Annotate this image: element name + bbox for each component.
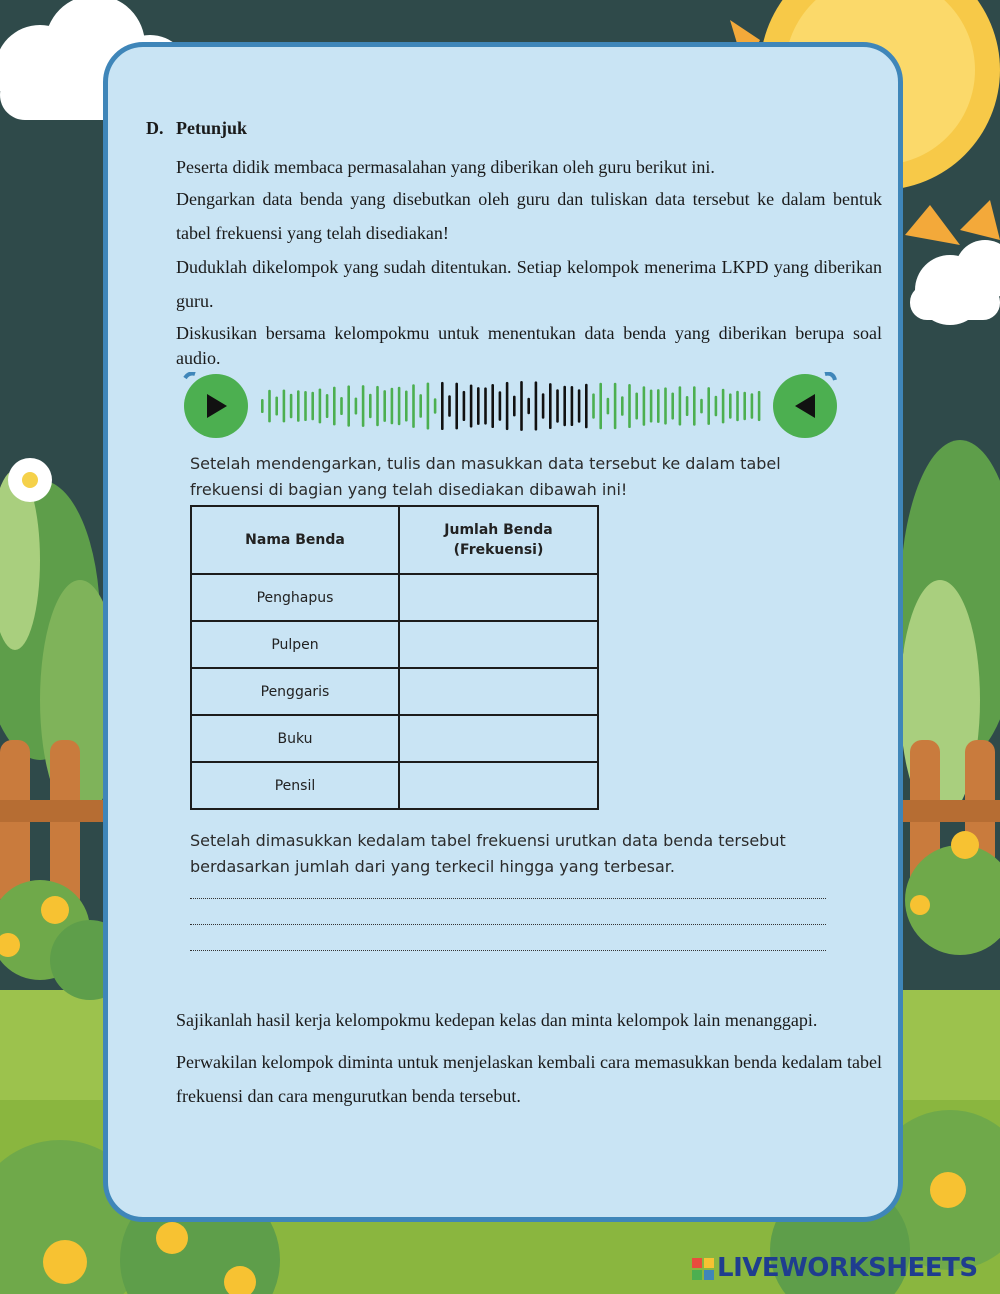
waveform-bar [743,392,746,421]
table-row [191,574,598,621]
waveform-bar [643,386,646,426]
waveform-bar [693,386,696,426]
waveform-bar [722,389,725,424]
waveform-bar [383,390,386,422]
waveform-bar [369,394,372,419]
waveform-bar [729,393,732,418]
table-row [191,715,598,762]
waveform-bar [311,392,314,421]
frequency-input-cell[interactable] [399,621,598,668]
waveform-bar [578,389,581,422]
waveform-bar [275,397,278,416]
waveform-bar [347,385,350,426]
waveform-bar [542,393,545,418]
waveform-bar [355,398,358,415]
waveform-bar [599,383,602,430]
answer-line-3[interactable] [190,950,826,951]
table-row [191,762,598,809]
waveform-bar [290,394,293,419]
paragraph-group: Duduklah dikelompok yang sudah ditentukan. Setiap kelompok menerima LKPD yang diberikan guru. [176,257,882,311]
waveform-bar [715,396,718,417]
waveform-bar [549,383,552,429]
waveform-bar [664,387,667,424]
waveform-bar [686,396,689,416]
waveform-bar [614,383,617,429]
audio-player [183,372,837,438]
waveform-bar [376,386,379,426]
answer-line-1[interactable] [190,898,826,899]
paragraph-discuss: Diskusikan bersama kelompokmu untuk menentukan data benda yang diberikan berupa soal audio. [176,323,882,368]
waveform-bar [333,387,336,426]
waveform-bar [506,382,509,430]
frequency-input-cell[interactable] [399,574,598,621]
answer-line-2[interactable] [190,924,826,925]
waveform-bar [477,387,480,425]
waveform-bar [391,388,394,425]
waveform-bar [484,387,487,424]
section-number: D. [146,118,164,138]
waveform-bar [283,390,286,423]
table-row [191,621,598,668]
logo-icon [692,1258,714,1280]
frequency-table [190,505,599,810]
frequency-input-cell[interactable] [399,668,598,715]
sort-instruction: Setelah dimasukkan kedalam tabel frekuensi urutkan data benda tersebut berdasarkan jumlah dari yang terkecil hingga yang terbesar. [190,831,786,876]
waveform-bar [261,399,264,413]
rewind-button[interactable] [773,374,837,438]
item-name-cell: Penggaris [191,668,399,715]
waveform-bar [297,390,300,422]
section-heading [146,118,247,139]
brand-name: LIVEWORKSHEETS [717,1253,978,1283]
waveform-bar [563,386,566,427]
waveform-bar [304,391,307,421]
item-name-cell: Penghapus [191,574,399,621]
paragraph-read: Peserta didik membaca permasalahan yang diberikan oleh guru berikut ini. [176,157,715,177]
waveform-bar [571,386,574,426]
waveform-bar [585,384,588,429]
waveform-bar [700,399,703,414]
waveform-bar [758,391,761,421]
frequency-input-cell[interactable] [399,715,598,762]
waveform-bar [707,387,710,425]
waveform-bar [398,387,401,425]
waveform-bar [635,393,638,420]
section-title: Petunjuk [176,118,248,138]
waveform-bar [592,393,595,418]
item-name-cell: Pulpen [191,621,399,668]
paragraph-present: Sajikanlah hasil kerja kelompokmu kedepan kelas dan minta kelompok lain menanggapi. [176,1010,818,1030]
waveform-bar [319,389,322,424]
waveform-bar [556,389,559,423]
waveform-bar [362,385,365,427]
waveform-bar [434,398,437,413]
frequency-input-cell[interactable] [399,762,598,809]
liveworksheets-logo [692,1253,978,1283]
table-row [191,668,598,715]
waveform-bar [535,381,538,430]
waveform-bar [326,394,329,418]
waveform-bar [412,384,415,428]
waveform-bar [448,395,451,417]
waveform-bar [628,384,631,428]
header-frequency: Jumlah Benda (Frekuensi) [399,506,598,574]
waveform-bar [751,393,754,419]
waveform-bar [527,398,530,414]
play-button[interactable] [184,374,248,438]
waveform-bar [657,389,660,423]
table-header-row [191,506,598,574]
paragraph-listen: Dengarkan data benda yang disebutkan oleh guru dan tuliskan data tersebut ke dalam bentuk tabel frekuensi yang telah disediakan! [176,189,882,243]
header-item-name: Nama Benda [191,506,399,574]
waveform-bar [520,381,523,431]
waveform-bar [736,391,739,421]
waveform-bar [455,383,458,430]
waveform-bar [607,398,610,415]
waveform-bar [491,384,494,428]
table-instruction: Setelah mendengarkan, tulis dan masukkan data tersebut ke dalam tabel frekuensi di bagian yang telah disediakan dibawah ini! [190,454,781,499]
waveform-bar [470,385,473,428]
waveform-bar [679,386,682,425]
waveform-bar [268,390,271,423]
waveform-bar [405,391,408,422]
waveform-bar [513,396,516,417]
waveform-bar [499,391,502,421]
foliage-right [900,440,1000,955]
waveform-bar [671,393,674,420]
waveform-bar [441,382,444,430]
waveform-bar [463,391,466,421]
waveform-bar [427,383,430,430]
waveform-bar [419,394,422,418]
item-name-cell: Pensil [191,762,399,809]
item-name-cell: Buku [191,715,399,762]
audio-waveform [261,381,760,431]
waveform-bar [340,397,343,415]
paragraph-explain: Perwakilan kelompok diminta untuk menjelaskan kembali cara memasukkan benda kedalam tabel frekuensi dan cara mengurutkan benda tersebut. [176,1052,882,1106]
waveform-bar [621,396,624,416]
waveform-bar [650,390,653,423]
